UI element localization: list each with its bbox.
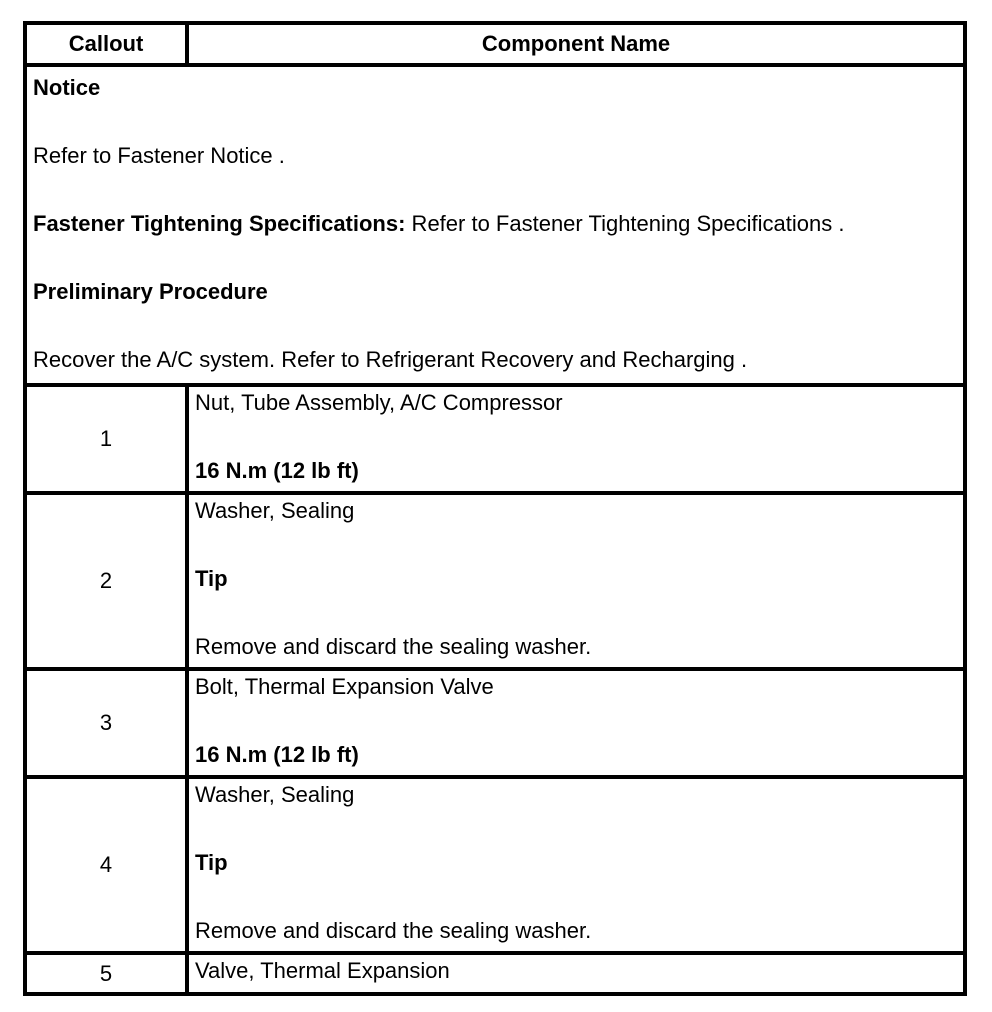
table-row <box>25 777 965 953</box>
notice-heading: Notice <box>33 75 101 100</box>
header-callout: Callout <box>25 23 187 65</box>
component-cell <box>187 669 965 777</box>
preliminary-text: Recover the A/C system. Refer to Refrigerant Recovery and Recharging . <box>33 347 748 372</box>
component-table <box>23 21 967 996</box>
component-name: Nut, Tube Assembly, A/C Compressor <box>195 390 563 415</box>
callout-number: 1 <box>25 385 187 493</box>
table-row <box>25 953 965 994</box>
component-name: Valve, Thermal Expansion <box>195 958 450 983</box>
callout-number: 5 <box>25 953 187 994</box>
spec-label: Fastener Tightening Specifications: <box>33 211 406 236</box>
torque-spec: 16 N.m (12 lb ft) <box>195 742 359 767</box>
header-row <box>25 23 965 65</box>
table-row <box>25 493 965 669</box>
torque-spec: 16 N.m (12 lb ft) <box>195 458 359 483</box>
preliminary-heading: Preliminary Procedure <box>33 279 268 304</box>
intro-row <box>25 65 965 385</box>
component-cell <box>187 777 965 953</box>
tip-label: Tip <box>195 566 228 591</box>
component-name: Washer, Sealing <box>195 498 355 523</box>
table-row <box>25 669 965 777</box>
component-cell <box>187 953 965 994</box>
callout-number: 2 <box>25 493 187 669</box>
intro-cell <box>25 65 965 385</box>
notice-text: Refer to Fastener Notice . <box>33 143 285 168</box>
tip-label: Tip <box>195 850 228 875</box>
tip-text: Remove and discard the sealing washer. <box>195 918 592 943</box>
callout-number: 4 <box>25 777 187 953</box>
component-name: Washer, Sealing <box>195 782 355 807</box>
component-name: Bolt, Thermal Expansion Valve <box>195 674 494 699</box>
spec-line <box>33 211 957 237</box>
tip-text: Remove and discard the sealing washer. <box>195 634 592 659</box>
callout-number: 3 <box>25 669 187 777</box>
table-row <box>25 385 965 493</box>
intro-block <box>27 67 963 383</box>
component-cell <box>187 493 965 669</box>
header-component-name: Component Name <box>187 23 965 65</box>
component-cell <box>187 385 965 493</box>
spec-text: Refer to Fastener Tightening Specifications . <box>405 211 845 236</box>
